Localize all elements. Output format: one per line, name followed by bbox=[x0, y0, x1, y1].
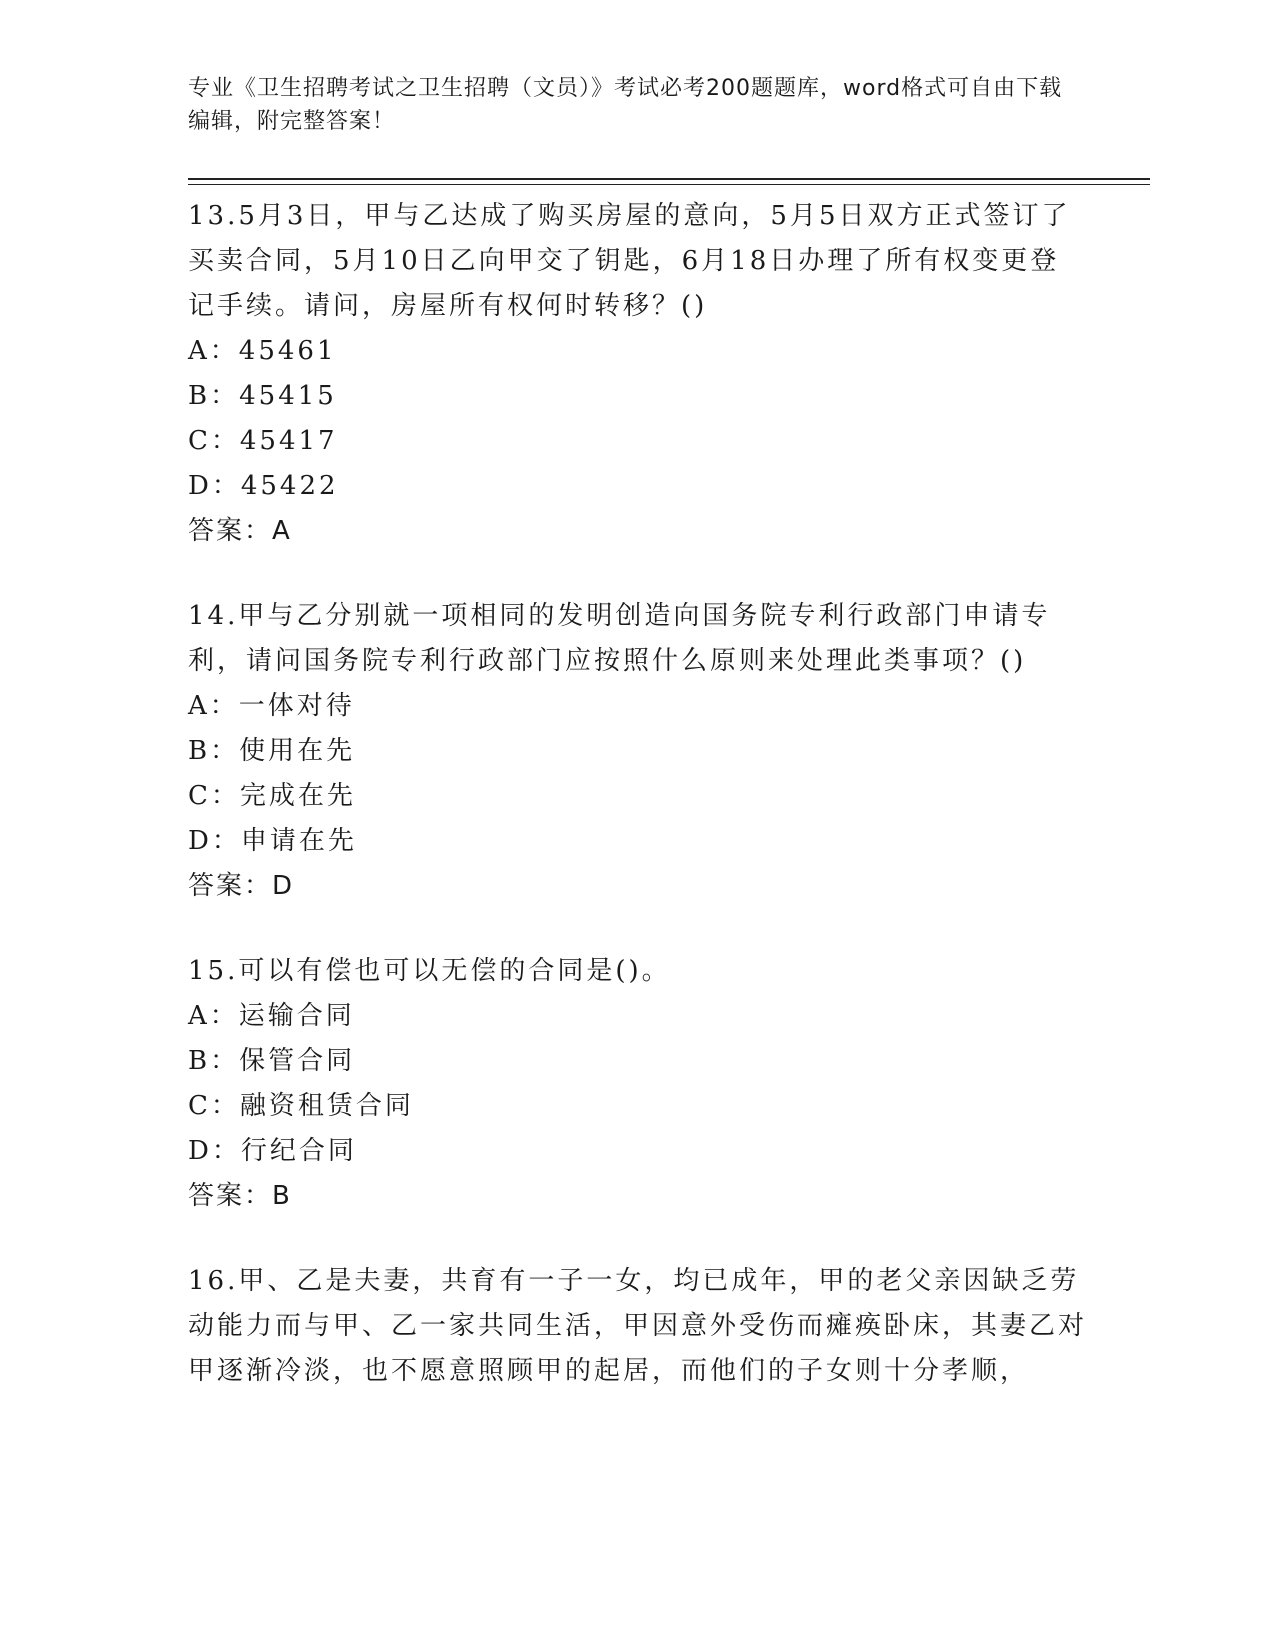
question-stem: 13.5月3日，甲与乙达成了购买房屋的意向，5月5日双方正式签订了买卖合同，5月10日乙向甲交了钥匙，6月18日办理了所有权变更登记手续。请问，房屋所有权何时转移？() bbox=[188, 201, 1071, 321]
question-stem: 16.甲、乙是夫妻，共育有一子一女，均已成年，甲的老父亲因缺乏劳动能力而与甲、乙一家共同生活，甲因意外受伤而瘫痪卧床，其妻乙对甲逐渐冷淡，也不愿意照顾甲的起居，而他们的子女则十分孝顺， bbox=[188, 1266, 1088, 1386]
option-d: D：45422 bbox=[188, 471, 339, 501]
answer-line: 答案：B bbox=[188, 1181, 292, 1211]
option-b: B：使用在先 bbox=[188, 736, 356, 766]
question-stem: 15.可以有偿也可以无偿的合同是()。 bbox=[188, 956, 671, 986]
header-divider-thin bbox=[188, 184, 1150, 185]
document-header: 专业《卫生招聘考试之卫生招聘（文员）》考试必考200题题库，word格式可自由下载编辑，附完整答案！ bbox=[188, 76, 1063, 134]
question-list bbox=[188, 194, 1088, 1434]
option-a: A：一体对待 bbox=[188, 691, 355, 721]
option-c: C：45417 bbox=[188, 426, 338, 456]
question-stem: 14.甲与乙分别就一项相同的发明创造向国务院专利行政部门申请专利，请问国务院专利行政部门应按照什么原则来处理此类事项？() bbox=[188, 601, 1051, 676]
question-15 bbox=[188, 949, 1088, 1219]
option-d: D：申请在先 bbox=[188, 826, 357, 856]
header-divider-thick bbox=[188, 178, 1150, 180]
option-a: A：运输合同 bbox=[188, 1001, 355, 1031]
option-a: A：45461 bbox=[188, 336, 337, 366]
option-c: C：完成在先 bbox=[188, 781, 356, 811]
answer-line: 答案：D bbox=[188, 871, 295, 901]
question-16 bbox=[188, 1259, 1088, 1394]
question-14 bbox=[188, 594, 1088, 909]
option-d: D：行纪合同 bbox=[188, 1136, 357, 1166]
option-b: B：45415 bbox=[188, 381, 337, 411]
answer-line: 答案：A bbox=[188, 516, 292, 546]
option-c: C：融资租赁合同 bbox=[188, 1091, 414, 1121]
question-13 bbox=[188, 194, 1088, 554]
option-b: B：保管合同 bbox=[188, 1046, 356, 1076]
